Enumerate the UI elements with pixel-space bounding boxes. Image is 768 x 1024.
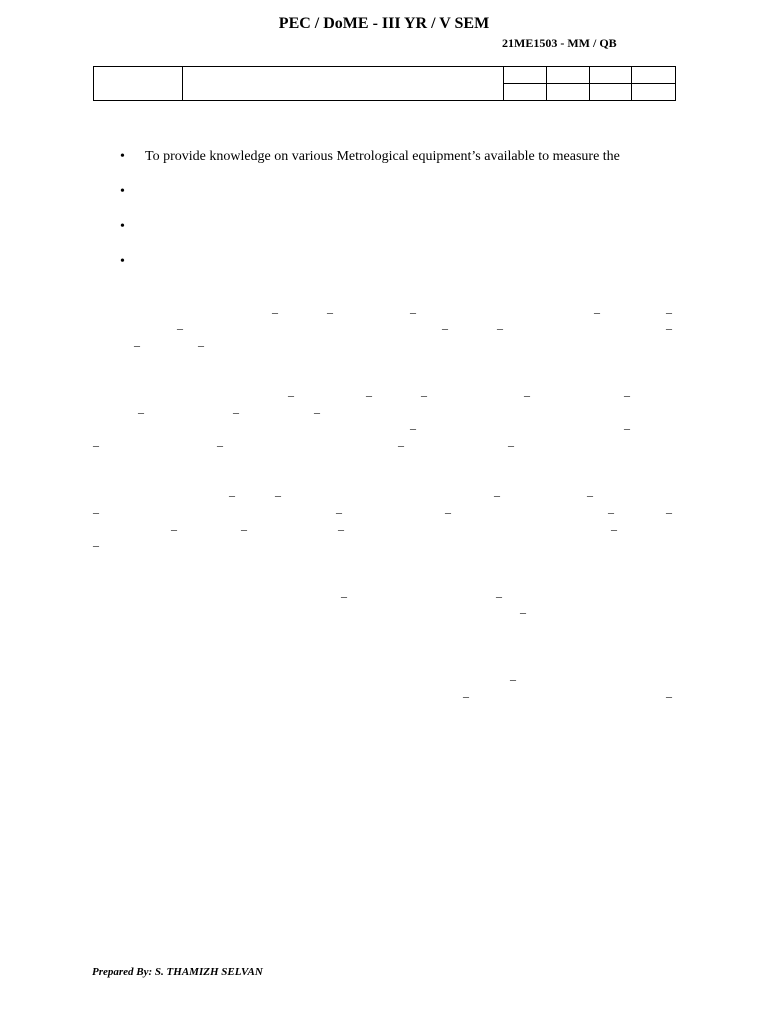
syllabus-dash: – bbox=[666, 505, 672, 519]
syllabus-dash: – bbox=[272, 305, 278, 319]
syllabus-dash: – bbox=[510, 672, 516, 686]
syllabus-dash: – bbox=[442, 321, 448, 335]
prepared-by-signature: Prepared By: S. THAMIZH SELVAN bbox=[92, 966, 263, 978]
objective-item: • bbox=[120, 219, 125, 234]
info-cell-code bbox=[94, 67, 183, 101]
syllabus-dash: – bbox=[275, 488, 281, 502]
course-code: 21ME1503 - MM / QB bbox=[502, 36, 617, 50]
syllabus-dash: – bbox=[288, 388, 294, 402]
syllabus-dash: – bbox=[611, 522, 617, 536]
syllabus-dash: – bbox=[336, 505, 342, 519]
syllabus-dash: – bbox=[93, 505, 99, 519]
syllabus-dash: – bbox=[217, 438, 223, 452]
syllabus-dash: – bbox=[177, 321, 183, 335]
info-cell bbox=[590, 84, 632, 101]
info-cell bbox=[504, 67, 547, 84]
syllabus-dash: – bbox=[93, 438, 99, 452]
syllabus-dash: – bbox=[497, 321, 503, 335]
info-cell-title bbox=[183, 67, 504, 101]
syllabus-dash: – bbox=[666, 321, 672, 335]
syllabus-dash: – bbox=[410, 305, 416, 319]
syllabus-dash: – bbox=[229, 488, 235, 502]
syllabus-dash: – bbox=[594, 305, 600, 319]
info-cell bbox=[547, 84, 590, 101]
syllabus-dash: – bbox=[233, 405, 239, 419]
syllabus-dash: – bbox=[171, 522, 177, 536]
syllabus-dash: – bbox=[520, 605, 526, 619]
syllabus-dash: – bbox=[327, 305, 333, 319]
syllabus-dash: – bbox=[198, 338, 204, 352]
syllabus-dash: – bbox=[463, 689, 469, 703]
syllabus-dash: – bbox=[666, 305, 672, 319]
syllabus-dash: – bbox=[494, 488, 500, 502]
objective-text: To provide knowledge on various Metrological equipment’s available to measure the bbox=[145, 149, 620, 164]
syllabus-dash: – bbox=[496, 589, 502, 603]
syllabus-dash: – bbox=[508, 438, 514, 452]
page-header-title: PEC / DoME - III YR / V SEM bbox=[278, 15, 490, 32]
syllabus-dash: – bbox=[341, 589, 347, 603]
syllabus-dash: – bbox=[666, 689, 672, 703]
info-cell bbox=[547, 67, 590, 84]
syllabus-dash: – bbox=[93, 538, 99, 552]
syllabus-dash: – bbox=[241, 522, 247, 536]
syllabus-dash: – bbox=[421, 388, 427, 402]
syllabus-dash: – bbox=[134, 338, 140, 352]
syllabus-dash: – bbox=[587, 488, 593, 502]
syllabus-dash: – bbox=[138, 405, 144, 419]
syllabus-dash: – bbox=[366, 388, 372, 402]
syllabus-dash: – bbox=[524, 388, 530, 402]
objective-item: • bbox=[120, 254, 125, 269]
info-cell bbox=[590, 67, 632, 84]
objective-item: • bbox=[120, 184, 125, 199]
syllabus-dash: – bbox=[410, 421, 416, 435]
syllabus-dash: – bbox=[445, 505, 451, 519]
syllabus-dash: – bbox=[624, 421, 630, 435]
course-info-table bbox=[93, 66, 676, 101]
syllabus-dash: – bbox=[624, 388, 630, 402]
syllabus-dash: – bbox=[398, 438, 404, 452]
syllabus-dash: – bbox=[338, 522, 344, 536]
syllabus-dash: – bbox=[608, 505, 614, 519]
info-cell bbox=[632, 84, 676, 101]
syllabus-dash: – bbox=[314, 405, 320, 419]
info-cell bbox=[504, 84, 547, 101]
objective-item: • To provide knowledge on various Metrological equipment’s available to measure the bbox=[120, 149, 620, 164]
info-cell bbox=[632, 67, 676, 84]
